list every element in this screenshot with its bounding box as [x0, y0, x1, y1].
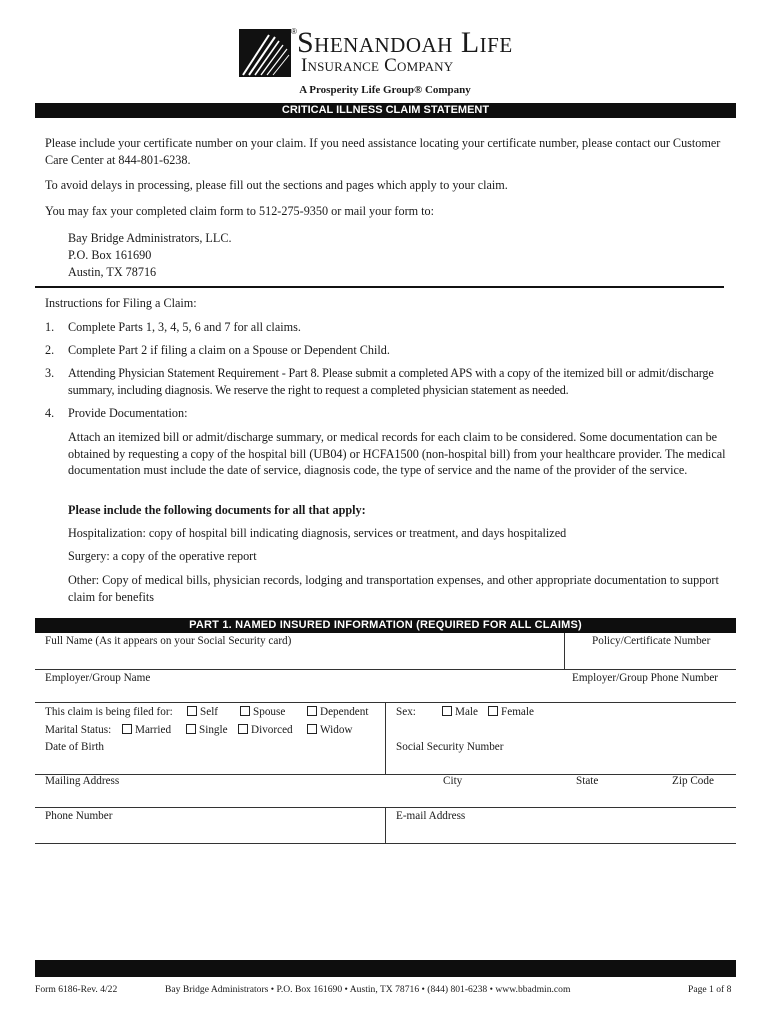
mailing-address-line-1: Bay Bridge Administrators, LLC. [68, 231, 232, 245]
filed-for-spouse-checkbox[interactable]: Spouse [240, 705, 285, 719]
sex-female-checkbox[interactable]: Female [488, 705, 534, 719]
checkbox-icon [186, 724, 196, 734]
instruction-number-1: 1. [45, 320, 55, 334]
grid-divider [35, 669, 736, 670]
mailing-address-field[interactable]: Mailing Address [45, 775, 120, 787]
grid-divider [35, 774, 736, 775]
company-logo-mark [239, 29, 291, 77]
documentation-surgery: Surgery: a copy of the operative report [68, 549, 257, 563]
filed-for-label: This claim is being filed for: [45, 706, 173, 718]
page-number: Page 1 of 8 [688, 984, 732, 995]
documentation-paragraph: Attach an itemized bill or admit/discharge summary, or medical records for each claim to be considered. Some documentation can be obtained by requesting a copy of the hospital bill (UB04) or HCFA1500 (non-hospital bill) from your healthcare provider. The medical documentation must include the date of service, diagnosis code, the type of service and the name of the provider of the service. [68, 430, 726, 477]
instruction-text-3: Attending Physician Statement Requirement - Part 8. Please submit a completed APS with a copy of the itemized bill or admit/discharge summary, including diagnosis. We reserve the right to request a completed physician statement as needed. [68, 366, 714, 397]
grid-divider [35, 843, 736, 844]
marital-single-checkbox[interactable]: Single [186, 723, 228, 737]
documentation-heading: Please include the following documents for all that apply: [68, 503, 366, 517]
grid-divider [564, 633, 565, 669]
sex-label: Sex: [396, 706, 416, 718]
mailing-address-line-3: Austin, TX 78716 [68, 265, 157, 279]
company-tagline: A Prosperity Life Group® Company [299, 84, 471, 96]
form-title: CRITICAL ILLNESS CLAIM STATEMENT [35, 103, 736, 118]
checkbox-icon [442, 706, 452, 716]
filed-for-self-checkbox[interactable]: Self [187, 705, 218, 719]
ssn-field[interactable]: Social Security Number [396, 741, 504, 753]
employer-phone-field[interactable]: Employer/Group Phone Number [572, 672, 719, 684]
zip-code-field[interactable]: Zip Code [672, 775, 714, 787]
registered-mark: ® [291, 27, 297, 36]
instruction-text-2: Complete Part 2 if filing a claim on a Spouse or Dependent Child. [68, 343, 390, 357]
intro-paragraph-1: Please include your certificate number on your claim. If you need assistance locating your certificate number, please contact our Customer Care Center at 844-801-6238. [45, 136, 721, 167]
form-number: Form 6186-Rev. 4/22 [35, 984, 118, 995]
part1-header: PART 1. NAMED INSURED INFORMATION (REQUIRED FOR ALL CLAIMS) [35, 618, 736, 633]
marital-status-label: Marital Status: [45, 724, 112, 736]
intro-paragraph-3: You may fax your completed claim form to 512-275-9350 or mail your form to: [45, 204, 435, 218]
policy-number-field[interactable]: Policy/Certificate Number [592, 635, 711, 647]
checkbox-icon [488, 706, 498, 716]
filed-for-dependent-checkbox[interactable]: Dependent [307, 705, 368, 719]
instruction-number-3: 3. [45, 366, 55, 380]
footer-address: Bay Bridge Administrators • P.O. Box 161690 • Austin, TX 78716 • (844) 801-6238 • www.bbadmin.com [165, 984, 571, 995]
documentation-hospitalization: Hospitalization: copy of hospital bill indicating diagnosis, services or treatment, and days hospitalized [68, 526, 567, 540]
checkbox-icon [187, 706, 197, 716]
intro-paragraph-2: To avoid delays in processing, please fill out the sections and pages which apply to your claim. [45, 178, 508, 192]
state-field[interactable]: State [576, 775, 599, 787]
checkbox-icon [307, 724, 317, 734]
brand-name: Shenandoah Life [297, 26, 513, 59]
instruction-number-2: 2. [45, 343, 55, 357]
marital-divorced-checkbox[interactable]: Divorced [238, 723, 293, 737]
instruction-text-1: Complete Parts 1, 3, 4, 5, 6 and 7 for all claims. [68, 320, 301, 334]
documentation-other: Other: Copy of medical bills, physician records, lodging and transportation expenses, and other appropriate documentation to support claim for benefits [68, 573, 719, 604]
instruction-number-4: 4. [45, 406, 55, 420]
checkbox-icon [238, 724, 248, 734]
date-of-birth-field[interactable]: Date of Birth [45, 741, 105, 753]
marital-married-checkbox[interactable]: Married [122, 723, 171, 737]
full-name-field[interactable]: Full Name (As it appears on your Social Security card) [45, 635, 292, 647]
grid-divider [385, 807, 386, 843]
instruction-text-4: Provide Documentation: [68, 406, 188, 420]
email-address-field[interactable]: E-mail Address [396, 810, 466, 822]
grid-divider [385, 702, 386, 774]
checkbox-icon [307, 706, 317, 716]
checkbox-icon [122, 724, 132, 734]
phone-number-field[interactable]: Phone Number [45, 810, 113, 822]
marital-widow-checkbox[interactable]: Widow [307, 723, 353, 737]
footer-bar [35, 960, 736, 977]
checkbox-icon [240, 706, 250, 716]
city-field[interactable]: City [443, 775, 463, 787]
section-divider [35, 286, 724, 288]
brand-subname: Insurance Company [301, 55, 454, 76]
logo-stripes-icon [239, 29, 291, 77]
instructions-heading: Instructions for Filing a Claim: [45, 296, 197, 310]
employer-name-field[interactable]: Employer/Group Name [45, 672, 151, 684]
mailing-address-line-2: P.O. Box 161690 [68, 248, 152, 262]
sex-male-checkbox[interactable]: Male [442, 705, 478, 719]
grid-divider [35, 807, 736, 808]
